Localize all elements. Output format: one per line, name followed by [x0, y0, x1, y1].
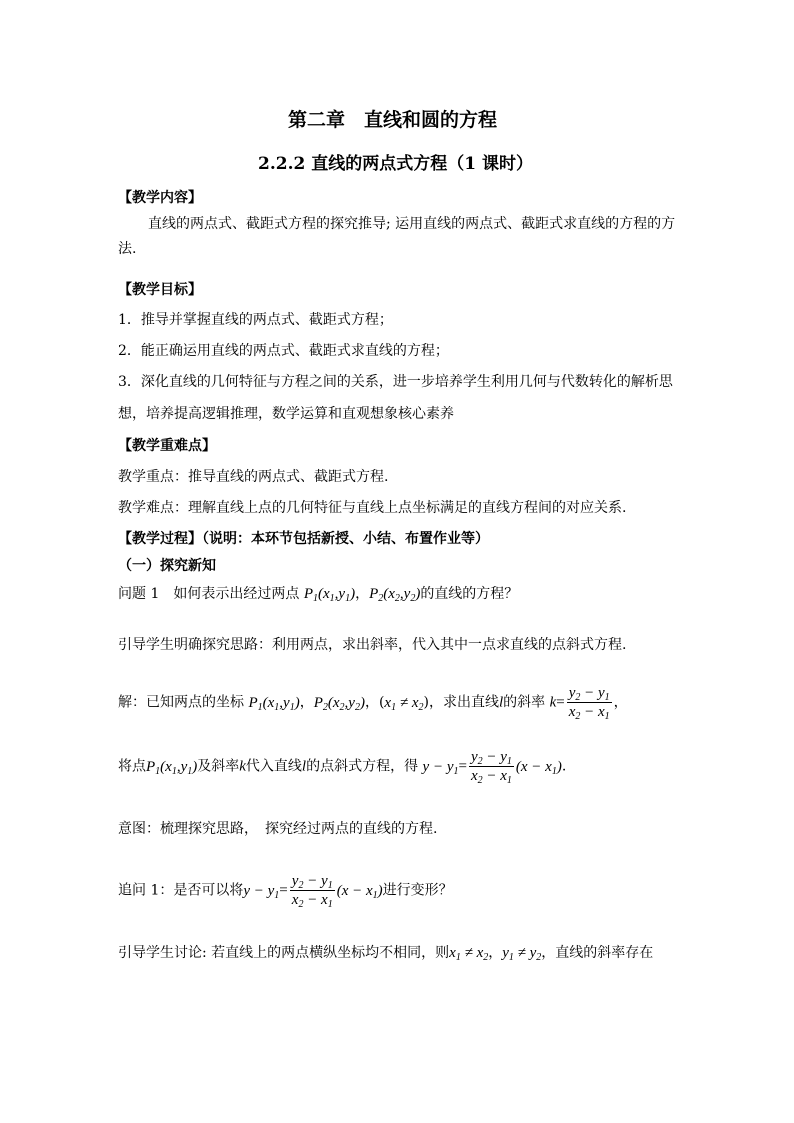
solution-line: 解：已知两点的坐标 $P_1(x_1,y_1)$，$P_2(x_2,y_2)$，$(x_1 \ne x_2)$，求出直线l的斜率 k= $\frac{y_2 - y_1}{x_2 - x_1}$ ， — [118, 685, 628, 722]
process-heading: 【教学过程】（说明：本环节包括新授、小结、布置作业等） — [118, 531, 489, 547]
followup-fraction: $\frac{y_2 - y_1}{x_2 - x_1}$ — [291, 873, 333, 910]
solution-p1-formula: $P_1(x_1,y_1)$ — [248, 694, 300, 713]
point-p1-formula: $P_1(x_1,y_1)$ — [303, 586, 356, 604]
x-inequality-formula: $x_1 \ne x_2$ — [384, 694, 424, 713]
substitute-p1-formula: $P_1(x_1,y_1)$ — [146, 758, 198, 777]
slope-k-formula: k — [549, 694, 557, 711]
y-neq-formula: $y_1 \ne y_2$ — [502, 945, 542, 963]
question-1: 问题 1 如何表示出经过两点 $P_1(x_1,y_1)$，$P_2(x_2,y_2)$的直线的方程？ — [118, 586, 519, 604]
x-neq-formula: $x_1 \ne x_2$ — [449, 945, 489, 963]
substitute-mid: 及斜率 — [197, 758, 240, 775]
guide-1: 引导学生明确探究思路：利用两点，求出斜率，代入其中一点求直线的点斜式方程. — [118, 637, 627, 653]
content-paragraph-line1: 直线的两点式、截距式方程的探究推导; 运用直线的两点式、截距式求直线的方程的方 — [148, 216, 676, 232]
content-paragraph-line2: 法. — [118, 241, 137, 257]
question-1-suffix: 的直线的方程？ — [420, 586, 519, 602]
substitute-mid3: 的点斜式方程，得 — [306, 758, 419, 775]
solution-prefix: 解：已知两点的坐标 — [118, 694, 244, 711]
point-slope-formula: $y - y_1$ — [422, 758, 459, 777]
line-l-symbol-2: l — [301, 758, 307, 775]
difficulty-point: 教学难点：理解直线上点的几何特征与直线上点坐标满足的直线方程间的对应关系. — [118, 500, 627, 516]
followup-1: 追问 1：是否可以将$y - y_1=$ $\frac{y_2 - y_1}{x_2 - x_1}$ $(x - x_1)$进行变形？ — [118, 873, 453, 910]
followup-formula: $y - y_1$ — [243, 882, 280, 901]
line-l-symbol: l — [498, 694, 504, 711]
objective-item-1: 1．推导并掌握直线的两点式、截距式方程； — [118, 312, 393, 328]
slope-k-symbol: k — [239, 758, 246, 775]
objective-item-3-line2: 想，培养提高逻辑推理，数学运算和直观想象核心素养 — [118, 406, 454, 422]
substitute-line: 将点$P_1(x_1,y_1)$及斜率k代入直线l的点斜式方程，得 $y - y_1=$ $\frac{y_2 - y_1}{x_2 - x_1}$ $(x - x_1)$. — [118, 749, 567, 786]
discussion-suffix: ，直线的斜率存在 — [541, 945, 654, 961]
solution-p2-formula: $P_2(x_2,y_2)$ — [313, 694, 365, 713]
question-1-prefix: 问题 1 如何表示出经过两点 — [118, 586, 300, 602]
objective-item-3-line1: 3．深化直线的几何特征与方程之间的关系，进一步培养学生利用几何与代数转化的解析思 — [118, 374, 673, 390]
content-heading: 【教学内容】 — [118, 190, 202, 206]
solution-mid2: 的斜率 — [503, 694, 546, 711]
substitute-mid2: 代入直线 — [245, 758, 302, 775]
section-title: 2.2.2 直线的两点式方程（1 课时） — [258, 154, 533, 174]
chapter-title: 第二章 直线和圆的方程 — [288, 109, 498, 131]
followup-suffix: 进行变形？ — [382, 882, 453, 899]
key-point: 教学重点：推导直线的两点式、截距式方程. — [118, 469, 389, 485]
followup-prefix: 追问 1：是否可以将 — [118, 882, 244, 899]
objective-item-2: 2．能正确运用直线的两点式、截距式求直线的方程； — [118, 343, 449, 359]
substitute-prefix: 将点 — [118, 758, 146, 775]
discussion-prefix: 引导学生讨论: 若直线上的两点横纵坐标均不相同，则 — [118, 945, 450, 961]
solution-mid: ，求出直线 — [428, 694, 499, 711]
process-subheading: （一）探究新知 — [118, 558, 216, 574]
point-p2-formula: $P_2(x_2,y_2)$ — [369, 586, 421, 604]
objectives-heading: 【教学目标】 — [118, 282, 202, 298]
keypoints-heading: 【教学重难点】 — [118, 438, 216, 454]
point-slope-fraction: $\frac{y_2 - y_1}{x_2 - x_1}$ — [470, 749, 512, 786]
intent-line: 意图：梳理探究思路， 探究经过两点的直线的方程. — [118, 821, 438, 837]
slope-fraction: $\frac{y_2 - y_1}{x_2 - x_1}$ — [568, 685, 610, 722]
discussion-line: 引导学生讨论: 若直线上的两点横纵坐标均不相同，则$x_1 \ne x_2$，$y_1 \ne y_2$，直线的斜率存在 — [118, 945, 654, 963]
